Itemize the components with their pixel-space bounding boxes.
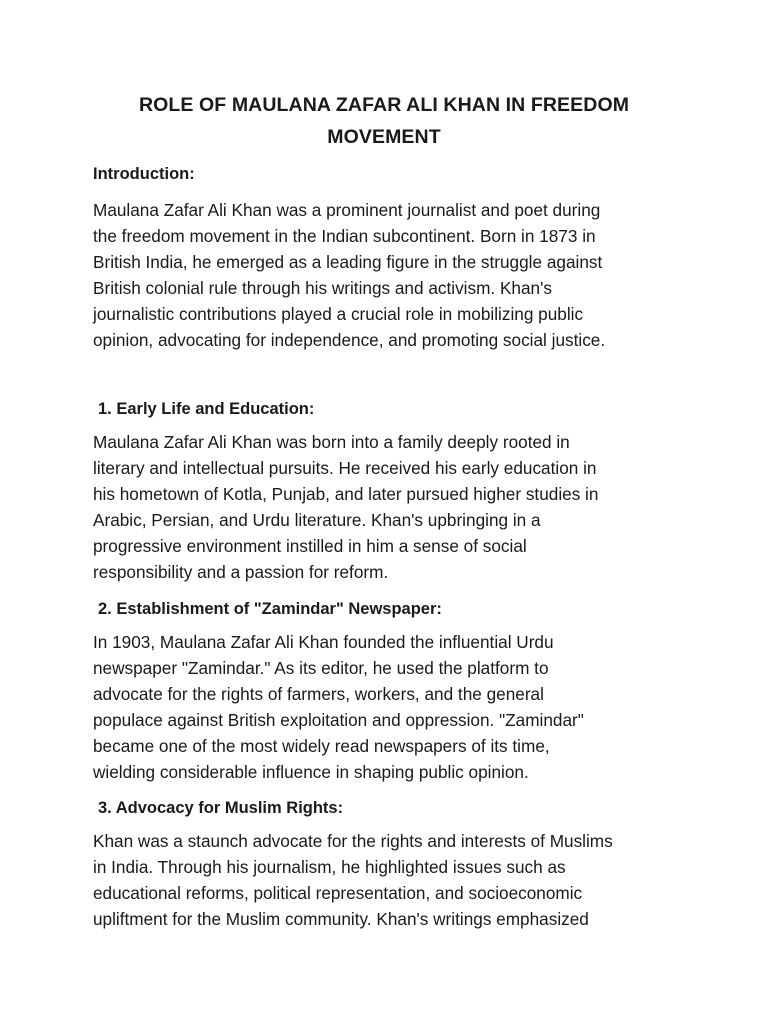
text-line: educational reforms, political representation, and socioeconomic — [93, 883, 583, 903]
text-line: upliftment for the Muslim community. Khan's writings emphasized — [93, 909, 589, 929]
text-line: British India, he emerged as a leading figure in the struggle against — [93, 252, 603, 272]
text-line: literary and intellectual pursuits. He received his early education in — [93, 458, 597, 478]
text-line: became one of the most widely read newspapers of its time, — [93, 736, 550, 756]
section-body-zamindar — [93, 629, 683, 785]
text-line: newspaper "Zamindar." As its editor, he used the platform to — [93, 658, 549, 678]
text-line: Maulana Zafar Ali Khan was a prominent journalist and poet during — [93, 200, 601, 220]
text-line: Maulana Zafar Ali Khan was born into a family deeply rooted in — [93, 432, 570, 452]
text-line: opinion, advocating for independence, and promoting social justice. — [93, 330, 606, 350]
text-line: responsibility and a passion for reform. — [93, 562, 389, 582]
section-heading-early-life: 1. Early Life and Education: — [98, 400, 315, 418]
section-body-muslim-rights — [93, 828, 683, 932]
text-line: progressive environment instilled in him a sense of social — [93, 536, 527, 556]
section-heading-zamindar: 2. Establishment of "Zamindar" Newspaper: — [98, 600, 442, 618]
text-line: wielding considerable influence in shaping public opinion. — [93, 762, 529, 782]
text-line: journalistic contributions played a crucial role in mobilizing public — [93, 304, 584, 324]
text-line: populace against British exploitation and oppression. "Zamindar" — [93, 710, 584, 730]
text-line: the freedom movement in the Indian subcontinent. Born in 1873 in — [93, 226, 596, 246]
text-line: Khan was a staunch advocate for the rights and interests of Muslims — [93, 831, 613, 851]
text-line: in India. Through his journalism, he highlighted issues such as — [93, 857, 566, 877]
section-heading-muslim-rights: 3. Advocacy for Muslim Rights: — [98, 799, 344, 817]
text-line: his hometown of Kotla, Punjab, and later pursued higher studies in — [93, 484, 599, 504]
text-line: Arabic, Persian, and Urdu literature. Khan's upbringing in a — [93, 510, 541, 530]
section-body-introduction — [93, 197, 683, 353]
section-body-early-life — [93, 429, 683, 585]
text-line: In 1903, Maulana Zafar Ali Khan founded the influential Urdu — [93, 632, 554, 652]
text-line: advocate for the rights of farmers, workers, and the general — [93, 684, 544, 704]
section-heading-introduction: Introduction: — [93, 165, 195, 183]
document-title: ROLE OF MAULANA ZAFAR ALI KHAN IN FREEDOM MOVEMENT — [138, 94, 630, 148]
text-line: British colonial rule through his writings and activism. Khan's — [93, 278, 552, 298]
